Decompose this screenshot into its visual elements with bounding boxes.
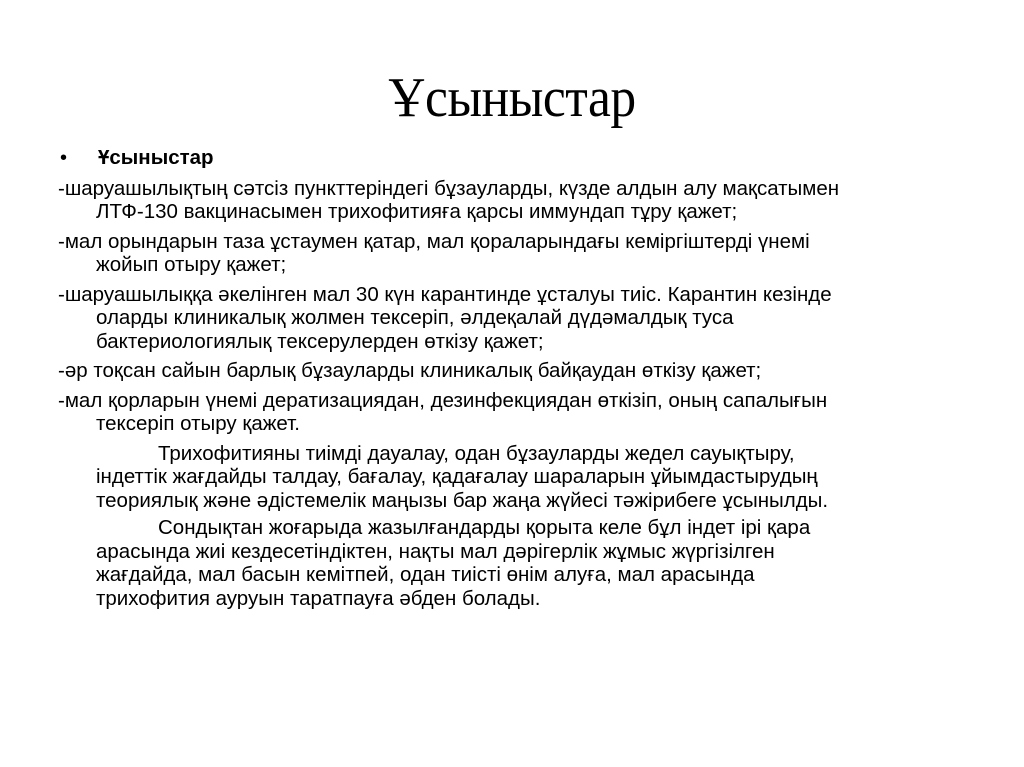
bullet-heading bbox=[58, 146, 998, 171]
item-line: -әр тоқсан сайын барлық бұзауларды клиникалық байқаудан өткізу қажет; bbox=[58, 359, 762, 382]
bullet-heading-label: Ұсыныстар bbox=[98, 146, 214, 169]
item-line: бактериологиялық тексерулерден өткізу қажет; bbox=[96, 329, 544, 353]
recommendation-item bbox=[58, 283, 998, 354]
recommendation-item bbox=[58, 359, 998, 383]
paragraph-line: арасында жиі кездесетіндіктен, нақты мал дәрігерлік жұмыс жүргізілген bbox=[96, 539, 775, 563]
item-line: -шаруашылыққа әкелінген мал 30 күн карантинде ұсталуы тиіс. Карантин кезінде bbox=[58, 282, 832, 306]
bullet-icon: • bbox=[60, 147, 68, 169]
recommendation-item bbox=[58, 230, 998, 277]
item-line: оларды клиникалық жолмен тексеріп, әлдеқалай дүдәмалдық туса bbox=[96, 306, 734, 329]
paragraph-line: жағдайда, мал басын кемітпей, одан тиісті өнім алуға, мал арасында bbox=[96, 563, 755, 586]
slide-title: Ұсыныстар bbox=[388, 67, 636, 129]
conclusion-paragraph bbox=[58, 516, 998, 610]
conclusion-paragraph bbox=[58, 442, 998, 513]
paragraph-line: теориялық және әдістемелік маңызы бар жаңа жүйесі тәжірибеге ұсынылды. bbox=[96, 488, 829, 512]
paragraph-line: індеттік жағдайды талдау, бағалау, қадағалау шараларын ұйымдастырудың bbox=[96, 465, 818, 488]
slide-content bbox=[58, 146, 998, 614]
item-line: жойып отыру қажет; bbox=[96, 253, 287, 276]
recommendation-item bbox=[58, 389, 998, 436]
item-line: тексеріп отыру қажет. bbox=[96, 412, 300, 435]
item-line: -мал орындарын таза ұстаумен қатар, мал қораларындағы кеміргіштерді үнемі bbox=[58, 229, 810, 253]
paragraph-line: Трихофитияны тиімді дауалау, одан бұзауларды жедел сауықтыру, bbox=[158, 441, 795, 465]
paragraph-line: Сондықтан жоғарыда жазылғандарды қорыта келе бұл індет ірі қара bbox=[158, 516, 811, 539]
paragraph-line: трихофития ауруын таратпауға әбден болады. bbox=[96, 586, 541, 610]
item-line: -шаруашылықтың сәтсіз пункттеріндегі бұзауларды, күзде алдын алу мақсатымен bbox=[58, 176, 840, 200]
item-line: -мал қорларын үнемі дератизациядан, дезинфекциядан өткізіп, оның сапалығын bbox=[58, 388, 828, 412]
item-line: ЛТФ-130 вакцинасымен трихофитияға қарсы иммундап тұру қажет; bbox=[96, 200, 738, 223]
recommendation-item bbox=[58, 177, 998, 224]
